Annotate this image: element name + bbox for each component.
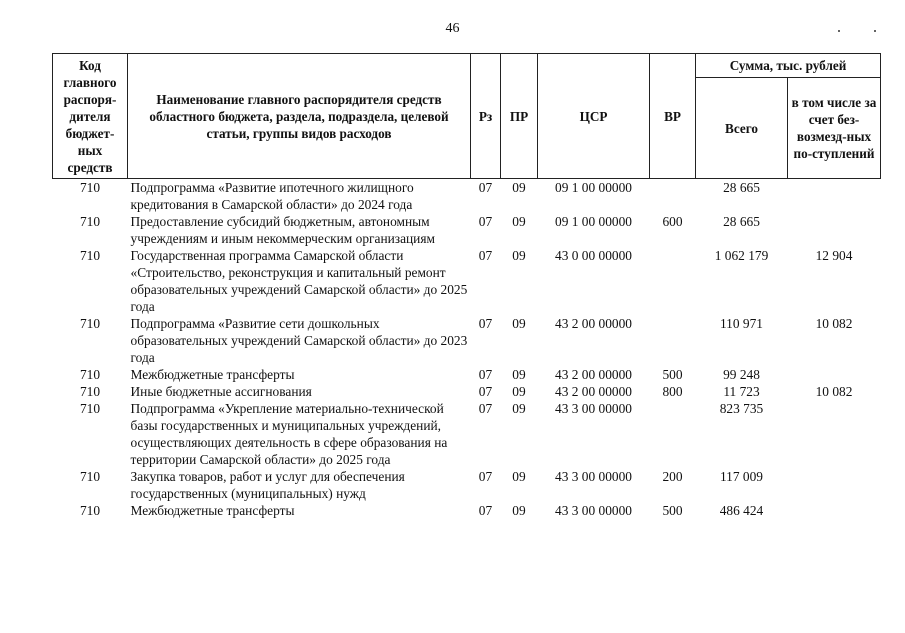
row-code: 710 [79,469,101,484]
page-number: 46 [445,21,460,36]
row-rz: 07 [478,367,493,382]
row-vr [650,400,696,468]
row-code: 710 [79,316,101,331]
header-sum: Сумма, тыс. рублей [696,54,881,78]
row-rz: 07 [478,503,493,518]
row-name: Иные бюджетные ассигнования [130,384,312,399]
row-vr: 500 [662,367,683,382]
table-row [53,213,881,247]
row-rz: 07 [478,248,493,263]
header-name: Наименование главного распорядителя средств областного бюджета, раздела, подраздела, целевой статьи, группы видов расходов [128,54,471,179]
row-rz: 07 [478,180,493,195]
row-total: 486 424 [719,503,764,518]
row-name: Подпрограмма «Развитие ипотечного жилищного кредитования в Самарской области» до 2024 года [130,180,414,212]
row-pr: 09 [512,316,526,331]
row-total: 11 723 [723,384,760,399]
row-code: 710 [79,503,101,518]
table-row [53,502,881,519]
row-csr: 09 1 00 00000 [555,214,632,229]
row-total: 823 735 [719,401,764,416]
header-gratuitous: в том числе за счет без-возмезд-ных по-ступлений [788,78,881,179]
table-row [53,247,881,315]
row-total: 117 009 [719,469,764,484]
row-pr: 09 [512,248,526,263]
row-pr: 09 [512,214,526,229]
header-csr: ЦСР [538,54,650,179]
row-csr: 43 0 00 00000 [555,248,632,263]
row-rz: 07 [478,384,493,399]
row-name: Закупка товаров, работ и услуг для обеспечения государственных (муниципальных) нужд [130,469,405,501]
row-csr: 43 3 00 00000 [555,503,632,518]
header-rz: Рз [471,54,501,179]
row-code: 710 [79,180,101,195]
row-code: 710 [79,401,101,416]
row-name: Предоставление субсидий бюджетным, автономным учреждениям и иным некоммерческим организациям [130,214,435,246]
row-total: 28 665 [723,214,760,229]
row-rz: 07 [478,316,493,331]
row-total: 110 971 [719,316,764,331]
row-total: 1 062 179 [714,248,769,263]
row-name: Межбюджетные трансферты [130,503,295,518]
row-total: 28 665 [723,180,760,195]
row-total: 99 248 [723,367,760,382]
row-vr [650,179,696,214]
row-csr: 43 3 00 00000 [555,401,632,416]
row-code: 710 [79,248,101,263]
row-pr: 09 [512,180,526,195]
budget-table [52,53,881,519]
row-name: Подпрограмма «Развитие сети дошкольных образовательных учреждений Самарской области» до 2023 года [130,316,468,365]
row-gratuitous [788,179,881,214]
row-pr: 09 [512,401,526,416]
row-gratuitous [788,468,881,502]
row-vr: 200 [662,469,683,484]
row-csr: 43 2 00 00000 [555,316,632,331]
table-row [53,366,881,383]
row-gratuitous [788,502,881,519]
row-pr: 09 [512,367,526,382]
header-vr: ВР [650,54,696,179]
row-vr [650,247,696,315]
row-csr: 43 3 00 00000 [555,469,632,484]
header-total: Всего [696,78,788,179]
scan-speck [874,30,876,32]
row-csr: 43 2 00 00000 [555,384,632,399]
row-vr: 600 [662,214,683,229]
row-name: Межбюджетные трансферты [130,367,295,382]
table-row [53,383,881,400]
row-code: 710 [79,384,101,399]
row-gratuitous [788,366,881,383]
table-row [53,400,881,468]
row-rz: 07 [478,214,493,229]
row-pr: 09 [512,384,526,399]
header-pr: ПР [501,54,538,179]
row-code: 710 [79,214,101,229]
row-rz: 07 [478,469,493,484]
table-row [53,468,881,502]
row-csr: 09 1 00 00000 [555,180,632,195]
row-gratuitous: 10 082 [815,384,853,399]
table-header [53,54,881,179]
table-row [53,315,881,366]
table-row [53,179,881,214]
row-vr: 500 [662,503,683,518]
row-name: Подпрограмма «Укрепление материально-технической базы государственных и муниципальных учреждений, осуществляющих деятельность в сфере образования на территории Самарской области» до 2025 года [130,401,448,467]
row-gratuitous: 10 082 [815,316,853,331]
row-csr: 43 2 00 00000 [555,367,632,382]
row-rz: 07 [478,401,493,416]
row-pr: 09 [512,469,526,484]
row-gratuitous [788,213,881,247]
row-name: Государственная программа Самарской области «Строительство, реконструкция и капитальный ремонт образовательных учреждений Самарской области» до 2025 года [130,248,468,314]
row-gratuitous: 12 904 [815,248,853,263]
table-body [53,179,881,520]
scan-speck [838,30,840,32]
row-pr: 09 [512,503,526,518]
header-code: Код главного распоря-дителя бюджет-ных средств [53,54,128,179]
row-code: 710 [79,367,101,382]
row-vr [650,315,696,366]
row-vr: 800 [662,384,683,399]
row-gratuitous [788,400,881,468]
